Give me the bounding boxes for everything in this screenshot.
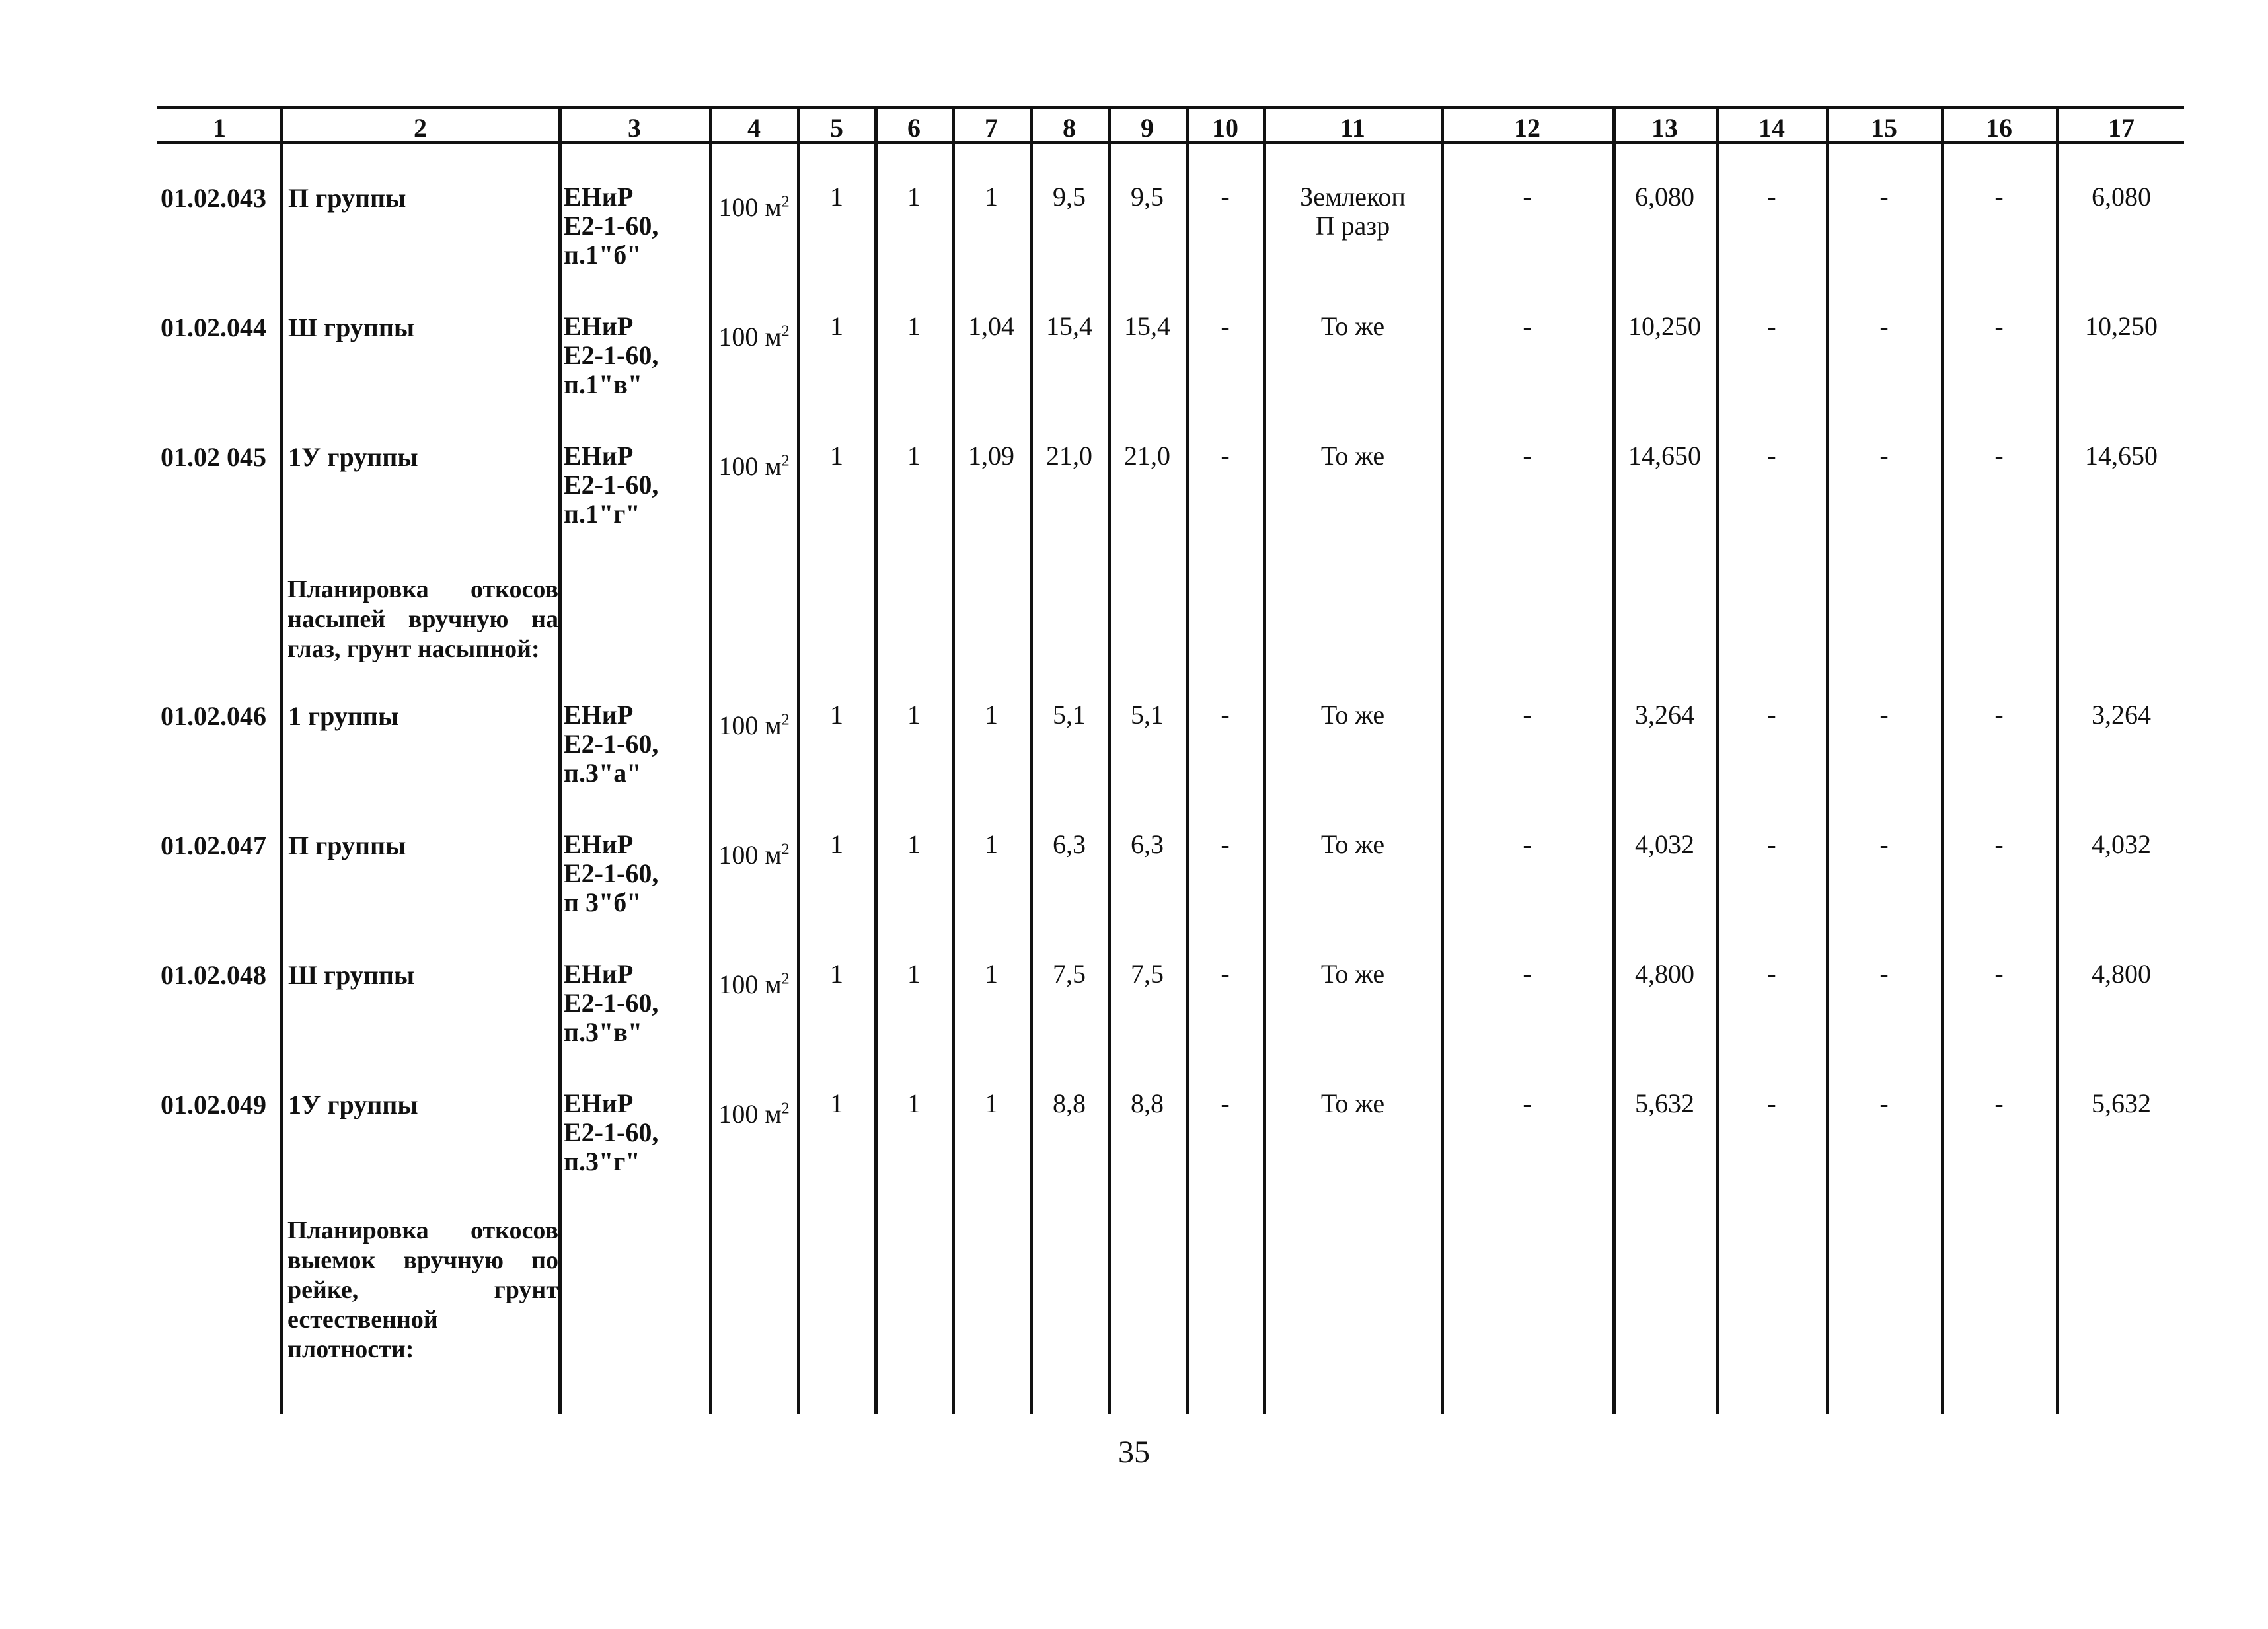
row-col9: 6,3: [1131, 829, 1164, 859]
col-divider: [1441, 106, 1444, 1414]
row-col8: 9,5: [1053, 182, 1086, 211]
row-col13: 14,650: [1628, 441, 1701, 471]
col-divider: [797, 106, 800, 1414]
row-col6: 1: [907, 829, 921, 859]
row-name: 1У группы: [288, 442, 418, 472]
col-header-12: 12: [1514, 113, 1540, 143]
row-col16: -: [1994, 959, 2004, 989]
row-col13: 6,080: [1635, 182, 1694, 211]
row-col7: 1: [985, 1088, 998, 1118]
row-reference: ЕНиР Е2-1-60, п.1"г": [564, 441, 659, 529]
col-header-5: 5: [830, 113, 843, 143]
row-code: 01.02.048: [161, 960, 266, 990]
row-unit: 100 $м^2$: [718, 969, 790, 999]
row-col16: -: [1994, 311, 2004, 341]
row-col16: -: [1994, 829, 2004, 859]
row-unit: 100 $м^2$: [718, 1099, 790, 1129]
row-col8: 8,8: [1053, 1088, 1086, 1118]
row-name: 1 группы: [288, 701, 399, 731]
row-col8: 5,1: [1053, 700, 1086, 730]
col-divider: [952, 106, 955, 1414]
row-col13: 3,264: [1635, 700, 1694, 730]
row-col16: -: [1994, 441, 2004, 471]
col-header-6: 6: [907, 113, 921, 143]
col-header-4: 4: [747, 113, 761, 143]
row-col17: 6,080: [2092, 182, 2151, 211]
row-col9: 7,5: [1131, 959, 1164, 989]
row-col13: 5,632: [1635, 1088, 1694, 1118]
table-top-rule: [157, 106, 2184, 109]
row-col17: 10,250: [2085, 311, 2158, 341]
row-col12: -: [1523, 441, 1532, 471]
row-col11: То же: [1320, 700, 1385, 730]
row-col7: 1: [985, 829, 998, 859]
row-col6: 1: [907, 182, 921, 211]
row-col13: 10,250: [1628, 311, 1701, 341]
row-col12: -: [1523, 1088, 1532, 1118]
row-col7: 1,04: [968, 311, 1014, 341]
row-col5: 1: [830, 441, 843, 471]
row-name: 1У группы: [288, 1090, 418, 1119]
row-col9: 8,8: [1131, 1088, 1164, 1118]
row-col11: То же: [1320, 311, 1385, 341]
col-header-3: 3: [628, 113, 641, 143]
row-col11: То же: [1320, 959, 1385, 989]
row-col17: 4,032: [2092, 829, 2151, 859]
row-col10: -: [1221, 182, 1230, 211]
row-reference: ЕНиР Е2-1-60, п.1"б": [564, 182, 659, 270]
col-header-17: 17: [2108, 113, 2135, 143]
row-name: П группы: [288, 183, 406, 213]
row-code: 01.02.044: [161, 313, 266, 342]
row-col16: -: [1994, 1088, 2004, 1118]
col-header-13: 13: [1651, 113, 1678, 143]
row-col6: 1: [907, 1088, 921, 1118]
row-col7: 1: [985, 959, 998, 989]
row-col10: -: [1221, 829, 1230, 859]
row-col10: -: [1221, 700, 1230, 730]
section-heading: Планировка откосов насыпей вручную на глаз, грунт насыпной:: [287, 576, 558, 663]
col-header-16: 16: [1986, 113, 2012, 143]
col-divider: [1108, 106, 1111, 1414]
row-col5: 1: [830, 311, 843, 341]
row-reference: ЕНиР Е2-1-60, п.1"в": [564, 311, 659, 399]
row-col8: 15,4: [1046, 311, 1092, 341]
col-header-1: 1: [213, 113, 226, 143]
row-col6: 1: [907, 441, 921, 471]
row-code: 01.02.046: [161, 701, 266, 731]
col-header-7: 7: [985, 113, 998, 143]
row-col15: -: [1879, 700, 1889, 730]
row-col5: 1: [830, 1088, 843, 1118]
row-col8: 7,5: [1053, 959, 1086, 989]
row-col9: 21,0: [1124, 441, 1170, 471]
row-col14: -: [1767, 959, 1776, 989]
row-col11: Землекоп П разр: [1300, 182, 1406, 241]
row-unit: 100 $м^2$: [718, 840, 790, 870]
row-col8: 21,0: [1046, 441, 1092, 471]
row-name: Ш группы: [288, 960, 415, 990]
col-divider: [2056, 106, 2059, 1414]
row-name: П группы: [288, 831, 406, 860]
row-col8: 6,3: [1053, 829, 1086, 859]
row-unit: 100 $м^2$: [718, 451, 790, 481]
section-heading: Планировка откосов выемок вручную по рейке, грунт естественной плотности:: [287, 1217, 558, 1363]
row-reference: ЕНиР Е2-1-60, п 3"б": [564, 829, 659, 917]
row-col12: -: [1523, 829, 1532, 859]
row-col15: -: [1879, 1088, 1889, 1118]
row-col12: -: [1523, 700, 1532, 730]
col-header-9: 9: [1141, 113, 1154, 143]
row-col6: 1: [907, 959, 921, 989]
row-col15: -: [1879, 311, 1889, 341]
row-col6: 1: [907, 311, 921, 341]
row-col14: -: [1767, 700, 1776, 730]
row-col14: -: [1767, 182, 1776, 211]
row-col16: -: [1994, 700, 2004, 730]
col-divider: [558, 106, 562, 1414]
col-divider: [1263, 106, 1266, 1414]
row-col7: 1: [985, 182, 998, 211]
row-col5: 1: [830, 700, 843, 730]
row-col13: 4,032: [1635, 829, 1694, 859]
row-code: 01.02.047: [161, 831, 266, 860]
col-divider: [1941, 106, 1944, 1414]
row-code: 01.02.043: [161, 183, 266, 213]
row-col14: -: [1767, 441, 1776, 471]
row-col12: -: [1523, 311, 1532, 341]
row-reference: ЕНиР Е2-1-60, п.3"в": [564, 959, 659, 1047]
row-col11: То же: [1320, 441, 1385, 471]
row-col5: 1: [830, 182, 843, 211]
col-divider: [709, 106, 712, 1414]
row-col6: 1: [907, 700, 921, 730]
row-col7: 1: [985, 700, 998, 730]
col-divider: [874, 106, 878, 1414]
row-col15: -: [1879, 182, 1889, 211]
row-col5: 1: [830, 959, 843, 989]
row-col12: -: [1523, 182, 1532, 211]
row-col15: -: [1879, 829, 1889, 859]
row-col7: 1,09: [968, 441, 1014, 471]
col-divider: [1186, 106, 1189, 1414]
row-col10: -: [1221, 1088, 1230, 1118]
col-divider: [1612, 106, 1616, 1414]
col-divider: [1030, 106, 1033, 1414]
row-col11: То же: [1320, 829, 1385, 859]
row-col9: 15,4: [1124, 311, 1170, 341]
col-header-2: 2: [414, 113, 427, 143]
row-col9: 5,1: [1131, 700, 1164, 730]
row-unit: 100 $м^2$: [718, 710, 790, 740]
col-header-10: 10: [1212, 113, 1238, 143]
row-col17: 5,632: [2092, 1088, 2151, 1118]
row-col9: 9,5: [1131, 182, 1164, 211]
row-col14: -: [1767, 311, 1776, 341]
row-col5: 1: [830, 829, 843, 859]
row-col14: -: [1767, 829, 1776, 859]
row-code: 01.02 045: [161, 442, 266, 472]
col-header-8: 8: [1063, 113, 1076, 143]
col-header-14: 14: [1758, 113, 1785, 143]
row-col15: -: [1879, 441, 1889, 471]
row-col11: То же: [1320, 1088, 1385, 1118]
row-col13: 4,800: [1635, 959, 1694, 989]
row-col14: -: [1767, 1088, 1776, 1118]
row-col10: -: [1221, 441, 1230, 471]
row-unit: 100 $м^2$: [718, 192, 790, 222]
row-reference: ЕНиР Е2-1-60, п.3"г": [564, 1088, 659, 1176]
row-col17: 3,264: [2092, 700, 2151, 730]
row-name: Ш группы: [288, 313, 415, 342]
row-col12: -: [1523, 959, 1532, 989]
row-col17: 14,650: [2085, 441, 2158, 471]
row-col17: 4,800: [2092, 959, 2151, 989]
row-col16: -: [1994, 182, 2004, 211]
col-divider: [1716, 106, 1719, 1414]
row-col10: -: [1221, 959, 1230, 989]
col-header-15: 15: [1871, 113, 1897, 143]
col-header-11: 11: [1340, 113, 1365, 143]
row-code: 01.02.049: [161, 1090, 266, 1119]
row-reference: ЕНиР Е2-1-60, п.3"а": [564, 700, 659, 788]
col-divider: [1826, 106, 1829, 1414]
row-col15: -: [1879, 959, 1889, 989]
page-number: 35: [1118, 1435, 1150, 1470]
row-unit: 100 $м^2$: [718, 322, 790, 352]
col-divider: [280, 106, 284, 1414]
row-col10: -: [1221, 311, 1230, 341]
